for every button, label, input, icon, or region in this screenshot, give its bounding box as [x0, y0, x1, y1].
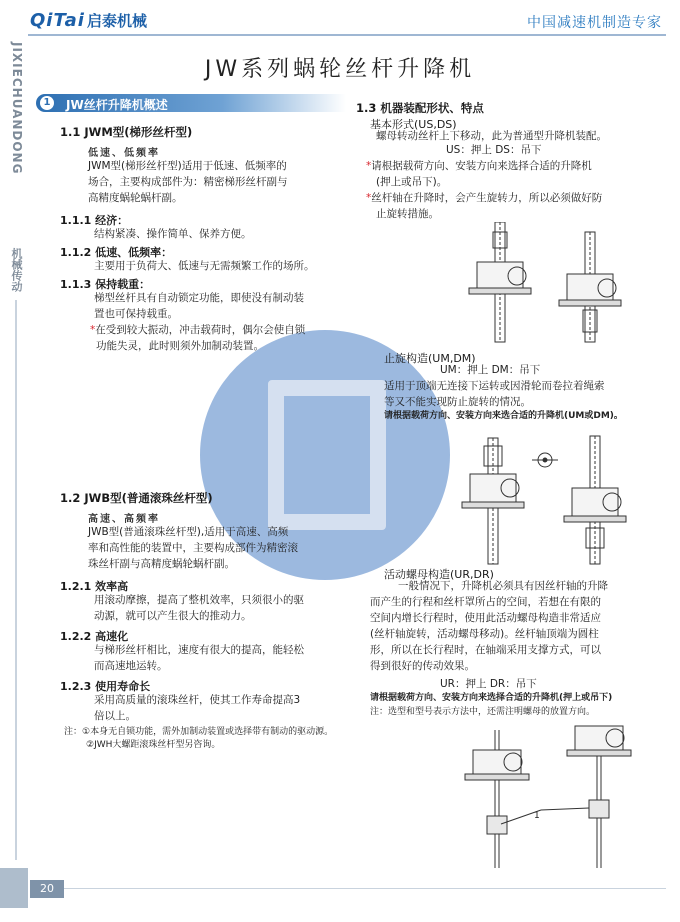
section-number: 1: [40, 96, 54, 110]
section-label: JW丝杆升降机概述: [66, 98, 168, 112]
logo-en: QiTai: [30, 9, 85, 31]
text-line: 一般情况下，升降机必须具有因丝杆轴的升降: [398, 580, 608, 592]
text-line: 置也可保持载重。: [94, 308, 178, 320]
text-line: 而产生的行程和丝杆罩所占的空间，若想在有限的: [370, 596, 601, 608]
paragraph-1-1-2: 主要用于负荷大、低速与无需频繁工作的场所。: [94, 260, 315, 272]
text-line: 梯型丝杆具有自动锁定功能，即使没有制动装: [94, 292, 304, 304]
text-line: 等又不能实现防止旋转的情况。: [384, 396, 531, 408]
footnotes: [64, 726, 364, 752]
page-title: JW系列蜗轮丝杆升降机: [204, 57, 476, 82]
movable-nut-note-2: 注：选型和型号表示方法中，还需注明螺母的放置方向。: [370, 707, 596, 717]
heading-1-2-2: 1.2.2 高速化: [60, 630, 129, 643]
sidebar-vertical-en: JIXIECHUANDONG: [10, 42, 24, 175]
text-line: 得到很好的传动效果。: [370, 660, 475, 672]
text-line: 采用高质量的滚珠丝杆，使其工作寿命提高3: [94, 694, 301, 706]
basic-form-types: US：押上 DS：吊下: [446, 144, 542, 156]
text-line: 功能失灵，此时则须外加制动装置。: [96, 340, 264, 352]
text-line: 空间内增长行程时，使用此活动螺母构造非常适应: [370, 612, 601, 624]
text-line: (押上或吊下)。: [376, 176, 448, 188]
text-line: JWB型(普通滚珠丝杆型),适用于高速、高频: [88, 526, 289, 538]
paragraph-1-1-1: 结构紧凑、操作简单、保养方便。: [94, 228, 252, 240]
heading-1-1-1: 1.1.1 经济：: [60, 214, 129, 227]
heading-1-2: 1.2 JWB型(普通滚珠丝杆型): [60, 491, 213, 505]
text-line: 在受到较大振动，冲击载荷时，偶尔会使自锁: [95, 324, 306, 336]
basic-form-body: 螺母转动丝杆上下移动，此为普通型升降机装配。: [376, 130, 607, 142]
paragraph-1-2: [88, 524, 298, 572]
logo-cn: 启泰机械: [86, 11, 147, 30]
text-line: (丝杆轴旋转，活动螺母移动)。丝杆轴顶端为圆柱: [370, 628, 599, 640]
watermark-logo-mark: [268, 380, 386, 530]
heading-1-2-1: 1.2.1 效率高: [60, 580, 129, 593]
paragraph-1-1-3: [94, 290, 304, 322]
text-line: 用滚动摩擦，提高了整机效率，只须很小的驱: [94, 594, 304, 606]
note-star-icon: *: [366, 160, 372, 172]
movable-nut-diagram: [455, 720, 645, 870]
text-line: 倍以上。: [94, 710, 136, 722]
heading-1-3: 1.3 机器装配形状、特点: [356, 101, 484, 115]
subtitle-1-1: 低速、低频率: [88, 148, 160, 159]
slogan: 中国减速机制造专家: [527, 15, 662, 31]
text-line: 形，所以在长行程时，在轴端采用支撑方式，可以: [370, 644, 601, 656]
basic-form-note-1: [366, 158, 592, 190]
note-star-icon: *: [366, 192, 372, 204]
text-line: 珠丝杆副与高精度蜗轮蜗杆副。: [88, 558, 235, 570]
text-line: JWM型(梯形丝杆型)适用于低速、低频率的: [88, 160, 287, 172]
paragraph-1-1: [88, 158, 288, 206]
text-line: 丝杆轴在升降时，会产生旋转力，所以必须做好防: [371, 192, 603, 204]
footer-divider: [64, 888, 666, 889]
heading-1-1-2: 1.1.2 低速、低频率：: [60, 246, 173, 259]
brand-logo: [30, 10, 147, 30]
callout-label: 1: [534, 811, 540, 821]
movable-nut-body: [370, 578, 662, 674]
anti-rotation-diagram: [450, 428, 640, 568]
note-star-icon: *: [90, 324, 96, 336]
text-line: 请根据载荷方向、安装方向来选择合适的升降机: [371, 160, 592, 172]
header-divider: [28, 34, 666, 36]
page-number: 20: [30, 880, 64, 898]
heading-1-1: 1.1 JWM型(梯形丝杆型): [60, 125, 193, 139]
heading-1-1-3: 1.1.3 保持载重：: [60, 278, 151, 291]
movable-nut-types: UR：押上 DR：吊下: [440, 678, 537, 690]
text-line: 而高速地运转。: [94, 660, 168, 672]
movable-nut-note-1: 请根据载荷方向、安装方向来选择合适的升降机(押上或吊下): [370, 693, 613, 703]
movable-nut-label: 活动螺母构造(UR,DR): [384, 568, 494, 581]
text-line: 场合，主要构成部件为：精密梯形丝杆副与: [88, 176, 288, 188]
text-line: 动源，就可以产生很大的推动力。: [94, 610, 252, 622]
text-line: 与梯形丝杆相比，速度有很大的提高，能轻松: [94, 644, 304, 656]
anti-rotation-label: 止旋构造(UM,DM): [384, 352, 476, 365]
basic-form-label: 基本形式(US,DS): [370, 118, 457, 131]
paragraph-1-2-1: [94, 592, 304, 624]
footnote-1: 注：①本身无自锁功能，需外加制动装置或选择带有制动的驱动源。: [64, 727, 334, 737]
footnote-2: ②JWH大螺距滚珠丝杆型另咨询。: [86, 740, 221, 750]
anti-rotation-types: UM：押上 DM：吊下: [440, 364, 541, 376]
basic-form-note-2: [366, 190, 602, 222]
subtitle-1-2: 高速、高频率: [88, 514, 160, 525]
text-line: 止旋转措施。: [376, 208, 439, 220]
text-line: 适用于顶端无连接下运转或因滑轮而卷拉着绳索: [384, 380, 605, 392]
sidebar-vertical-cn: 机械传动: [10, 248, 23, 292]
note-1-1-3: [90, 322, 305, 354]
basic-form-diagram: [455, 222, 635, 352]
sidebar-footer-block: [0, 868, 28, 908]
paragraph-1-2-2: [94, 642, 304, 674]
heading-1-2-3: 1.2.3 使用寿命长: [60, 680, 151, 693]
paragraph-1-2-3: [94, 692, 300, 724]
anti-rotation-body: [384, 378, 605, 410]
anti-rotation-note: 请根据载荷方向、安装方向来选合适的升降机(UM或DM)。: [384, 411, 623, 421]
text-line: 高精度蜗轮蜗杆副。: [88, 192, 183, 204]
sidebar-rule: [15, 300, 17, 860]
text-line: 率和高性能的装置中，主要构成部件为精密滚: [88, 542, 298, 554]
